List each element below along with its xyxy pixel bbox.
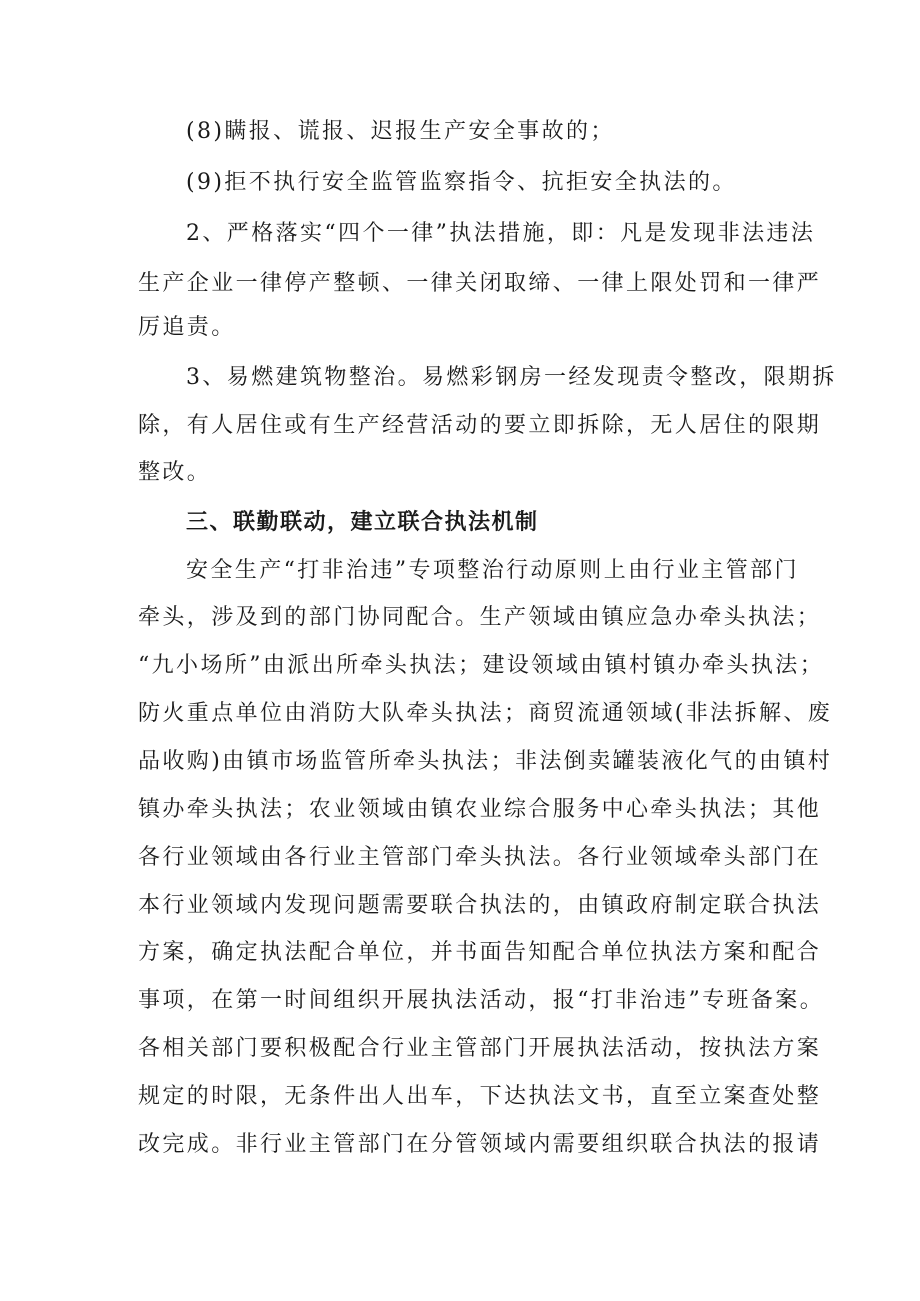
paragraph-line: 生产企业一律停产整顿、一律关闭取缔、一律上限处罚和一律严 [138, 271, 822, 296]
paragraph-line: 事项，在第一时间组织开展执法活动，报“打非治违”专班备案。 [138, 988, 825, 1013]
paragraph-line: 本行业领域内发现问题需要联合执法的，由镇政府制定联合执法 [138, 893, 822, 918]
paragraph-line: 品收购)由镇市场监管所牵头执法；非法倒卖罐装液化气的由镇村 [138, 749, 833, 774]
paragraph-line: 2、严格落实“四个一律”执法措施，即：凡是发现非法违法 [186, 221, 816, 246]
list-item-8: (8)瞒报、谎报、迟报生产安全事故的； [186, 119, 615, 144]
paragraph-line: 改完成。非行业主管部门在分管领域内需要组织联合执法的报请 [138, 1132, 822, 1157]
paragraph-line: 厉追责。 [138, 315, 236, 340]
paragraph-line: 各相关部门要积极配合行业主管部门开展执法活动，按执法方案 [138, 1036, 822, 1061]
paragraph-line: “九小场所”由派出所牵头执法；建设领域由镇村镇办牵头执法； [138, 653, 825, 678]
paragraph-line: 牵头，涉及到的部门协同配合。生产领域由镇应急办牵头执法； [138, 605, 822, 630]
section-heading: 三、联勤联动，建立联合执法机制 [186, 510, 539, 535]
paragraph-line: 除，有人居住或有生产经营活动的要立即拆除，无人居住的限期 [138, 413, 822, 438]
paragraph-line: 各行业领域由各行业主管部门牵头执法。各行业领域牵头部门在 [138, 845, 822, 870]
paragraph-line: 方案，确定执法配合单位，并书面告知配合单位执法方案和配合 [138, 940, 822, 965]
list-item-9: (9)拒不执行安全监管监察指令、抗拒安全执法的。 [186, 170, 737, 195]
paragraph-line: 镇办牵头执法；农业领域由镇农业综合服务中心牵头执法；其他 [138, 797, 822, 822]
paragraph-line: 安全生产“打非治违”专项整治行动原则上由行业主管部门 [186, 558, 799, 583]
paragraph-line: 防火重点单位由消防大队牵头执法；商贸流通领域(非法拆解、废 [138, 701, 833, 726]
paragraph-line: 整改。 [138, 460, 212, 485]
paragraph-line: 3、易燃建筑物整治。易燃彩钢房一经发现责令整改，限期拆 [186, 365, 837, 390]
paragraph-line: 规定的时限，无条件出人出车，下达执法文书，直至立案查处整 [138, 1084, 822, 1109]
